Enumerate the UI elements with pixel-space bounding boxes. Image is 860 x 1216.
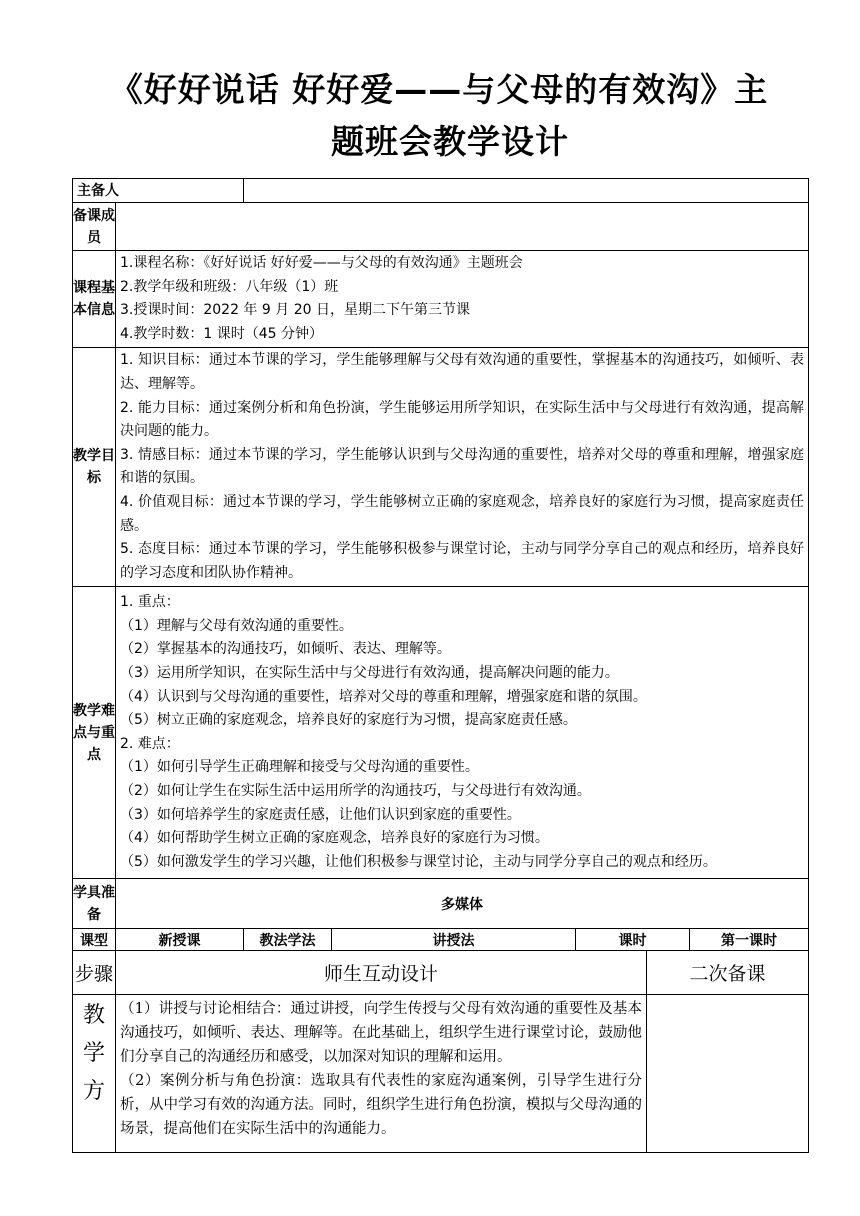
keypoint-line: 2. 难点： (120, 735, 180, 752)
method-value: 讲授法 (332, 929, 576, 951)
method-step-label (73, 995, 116, 1153)
host-label: 主备人 (73, 179, 244, 203)
method-paragraph: （1）讲授与讨论相结合：通过讲授，向学生传授与父母有效沟通的重要性及基本沟通技巧，如倾听、表达、理解等。在此基础上，组织学生进行课堂讨论，鼓励他们分享自己的沟通经历和感受，以加深对知识的理解和运用。 (120, 1001, 642, 1066)
goal-item: 4. 价值观目标：通过本节课的学习，学生能够树立正确的家庭观念，培养良好的家庭行为习惯，提高家庭责任感。 (120, 493, 805, 534)
members-label: 备课成员 (73, 203, 116, 251)
goal-item: 5. 态度目标：通过本节课的学习，学生能够积极参与课堂讨论，主动与同学分享自己的观点和经历，培养良好的学习态度和团队协作精神。 (120, 541, 805, 581)
title-line-2: 题班会教学设计 (331, 122, 569, 161)
lesson-plan-table (72, 178, 809, 1153)
keypoint-line: （5）如何激发学生的学习兴趣，让他们积极参与课堂讨论，主动与同学分享自己的观点和经历。 (120, 853, 717, 870)
keypoint-line: 1. 重点： (120, 594, 180, 611)
row-tools (73, 879, 809, 929)
period-label: 课时 (576, 929, 690, 951)
row-method-step (73, 995, 809, 1153)
tools-value: 多媒体 (116, 879, 809, 929)
goals-label: 教学目标 (73, 348, 116, 587)
keypoint-line: （3）如何培养学生的家庭责任感，让他们认识到家庭的重要性。 (120, 806, 521, 823)
keypoint-line: （5）树立正确的家庭观念，培养良好的家庭行为习惯，提高家庭责任感。 (120, 712, 577, 729)
goal-item: 2. 能力目标：通过案例分析和角色扮演，学生能够运用所学知识，在实际生活中与父母进行有效沟通，提高解决问题的能力。 (120, 399, 805, 440)
members-value (116, 203, 809, 251)
row-type (73, 929, 809, 951)
goal-item: 1. 知识目标：通过本节课的学习，学生能够理解与父母有效沟通的重要性，掌握基本的沟通技巧，如倾听、表达、理解等。 (120, 352, 805, 392)
basic-info-content (116, 251, 809, 348)
keypoints-label: 教学难点与重点 (73, 587, 116, 879)
step-char: 教 (82, 1003, 105, 1029)
keypoint-line: （2）如何让学生在实际生活中运用所学的沟通技巧，与父母进行有效沟通。 (120, 783, 591, 799)
keypoint-line: （1）理解与父母有效沟通的重要性。 (120, 617, 353, 634)
second-prep-header: 二次备课 (647, 951, 809, 995)
type-label: 课型 (73, 929, 116, 951)
row-basic-info (73, 251, 809, 348)
second-prep-cell (647, 995, 809, 1153)
method-paragraph: （2）案例分析与角色扮演：选取具有代表性的家庭沟通案例，引导学生进行分析，从中学习有效的沟通方法。同时，组织学生进行角色扮演，模拟与父母沟通的场景，提高他们在实际生活中的沟通能力。 (120, 1073, 642, 1138)
period-value: 第一课时 (690, 929, 809, 951)
basic-info-line: 4.教学时数：1 课时（45 分钟） (120, 325, 323, 342)
row-keypoints (73, 587, 809, 879)
keypoint-line: （3）运用所学知识，在实际生活中与父母进行有效沟通，提高解决问题的能力。 (120, 665, 619, 682)
keypoints-content (116, 587, 809, 879)
basic-info-line: 2.教学年级和班级：八年级（1）班 (120, 278, 339, 295)
step-header: 步骤 (73, 951, 116, 995)
method-label: 教法学法 (244, 929, 332, 951)
design-header: 师生互动设计 (116, 951, 647, 995)
basic-info-line: 3.授课时间：2022 年 9 月 20 日，星期二下午第三节课 (120, 302, 470, 319)
row-goals (73, 348, 809, 587)
row-steps-header (73, 951, 809, 995)
keypoint-line: （2）掌握基本的沟通技巧，如倾听、表达、理解等。 (120, 641, 451, 658)
row-members (73, 203, 809, 251)
basic-info-line: 1.课程名称：《好好说话 好好爱——与父母的有效沟通》主题班会 (120, 255, 523, 271)
goals-content (116, 348, 809, 587)
goal-item: 3. 情感目标：通过本节课的学习，学生能够认识到与父母沟通的重要性，培养对父母的尊重和理解，增强家庭和谐的氛围。 (120, 446, 805, 487)
tools-label: 学具准备 (73, 879, 116, 929)
type-value: 新授课 (116, 929, 244, 951)
method-step-content (116, 995, 647, 1153)
page-title (100, 64, 800, 168)
title-line-1: 《好好说话 好好爱——与父母的有效沟》主 (109, 70, 769, 109)
keypoint-line: （4）如何帮助学生树立正确的家庭观念，培养良好的家庭行为习惯。 (120, 830, 549, 847)
basic-info-label: 课程基本信息 (73, 251, 116, 348)
keypoint-line: （4）认识到与父母沟通的重要性，培养对父母的尊重和理解，增强家庭和谐的氛围。 (120, 688, 647, 705)
host-value (244, 179, 809, 203)
row-host (73, 179, 809, 203)
keypoint-line: （1）如何引导学生正确理解和接受与父母沟通的重要性。 (120, 759, 479, 776)
step-char: 方 (82, 1079, 105, 1105)
step-char: 学 (82, 1041, 105, 1067)
